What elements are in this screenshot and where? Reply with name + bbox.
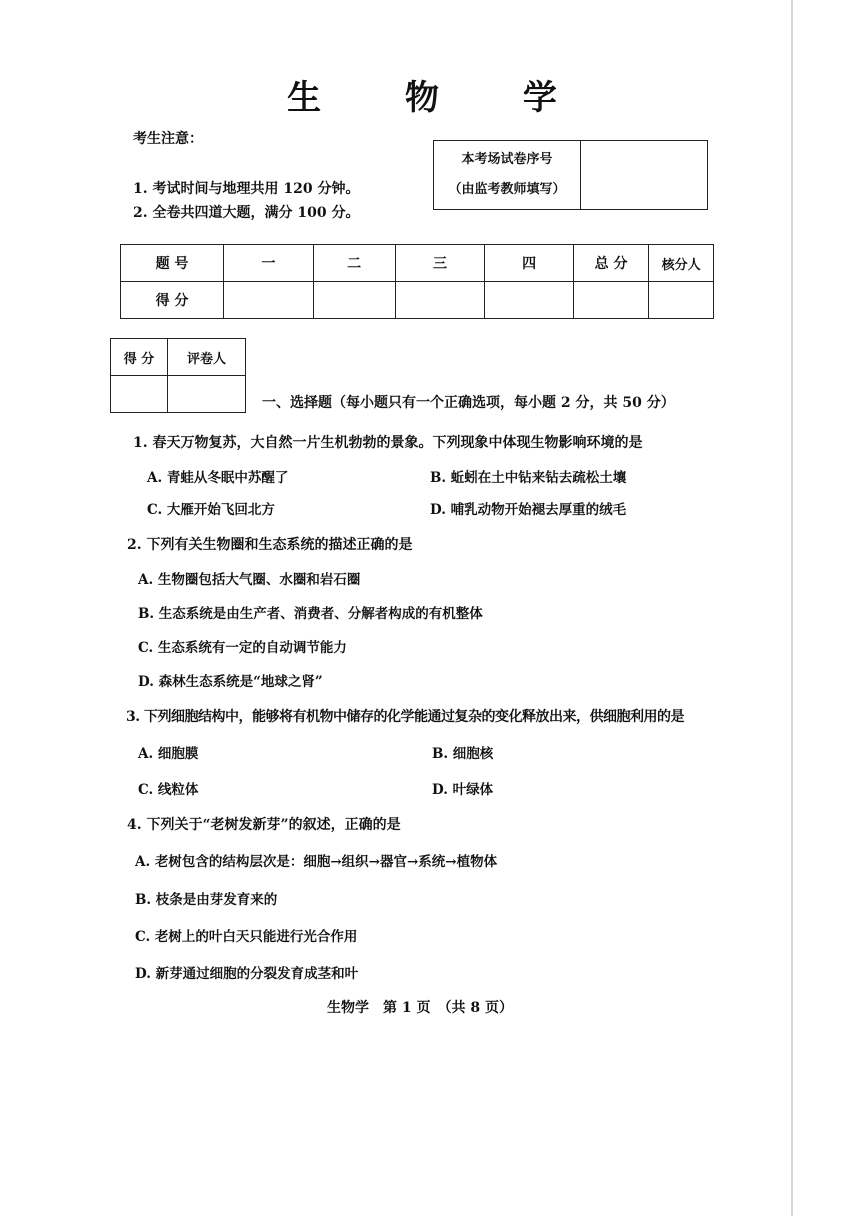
score-cell-part4[interactable]	[485, 282, 574, 319]
question-2-option-b: B. 生态系统是由生产者、消费者、分解者构成的有机整体	[138, 606, 483, 622]
question-3-option-d: D. 叶绿体	[432, 782, 494, 798]
seat-number-label	[434, 141, 581, 210]
notice-line-2: 2. 全卷共四道大题，满分 100 分。	[133, 205, 360, 221]
seat-number-label-line1: 本考场试卷序号	[461, 152, 553, 167]
score-header-total: 总 分	[573, 245, 648, 282]
page-footer: 生物学 第 1 页 （共 8 页）	[327, 1000, 513, 1016]
score-cell-part2[interactable]	[313, 282, 395, 319]
seat-number-label-line2: （由监考教师填写）	[448, 182, 566, 197]
score-cell-checker[interactable]	[649, 282, 714, 319]
score-header-part2: 二	[313, 245, 395, 282]
question-2-option-d: D. 森林生态系统是“地球之肾”	[138, 674, 323, 690]
score-cell-part1[interactable]	[224, 282, 314, 319]
notice-line-1: 1. 考试时间与地理共用 120 分钟。	[133, 181, 360, 197]
question-3-option-c: C. 线粒体	[138, 782, 199, 798]
score-header-label: 题 号	[121, 245, 224, 282]
grader-header-score: 得 分	[111, 339, 168, 376]
seat-number-field[interactable]	[581, 141, 708, 210]
question-1-option-a: A. 青蛙从冬眠中苏醒了	[147, 470, 289, 486]
score-table	[120, 244, 714, 319]
score-table-header-row	[121, 245, 714, 282]
score-header-part4: 四	[485, 245, 574, 282]
page-edge-line	[791, 0, 793, 1216]
question-3-option-b: B. 细胞核	[432, 746, 494, 762]
score-cell-total[interactable]	[573, 282, 648, 319]
section-1-title: 一、选择题（每小题只有一个正确选项，每小题 2 分，共 50 分）	[262, 395, 675, 411]
question-4-option-b: B. 枝条是由芽发育来的	[135, 892, 278, 908]
score-table-score-row	[121, 282, 714, 319]
question-4-option-c: C. 老树上的叶白天只能进行光合作用	[135, 929, 358, 945]
score-row-label: 得 分	[121, 282, 224, 319]
seat-number-box	[433, 140, 708, 210]
notice-heading: 考生注意：	[133, 131, 203, 147]
score-header-checker: 核分人	[649, 245, 714, 282]
score-cell-part3[interactable]	[395, 282, 485, 319]
question-1-stem: 1. 春天万物复苏，大自然一片生机勃勃的景象。下列现象中体现生物影响环境的是	[133, 435, 643, 451]
question-4-stem: 4. 下列关于“老树发新芽”的叙述，正确的是	[127, 817, 401, 833]
grader-cell-score[interactable]	[111, 376, 168, 413]
question-1-option-b: B. 蚯蚓在土中钻来钻去疏松土壤	[430, 470, 627, 486]
question-2-option-c: C. 生态系统有一定的自动调节能力	[138, 640, 347, 656]
grader-cell-grader[interactable]	[168, 376, 246, 413]
question-4-option-d: D. 新芽通过细胞的分裂发育成茎和叶	[135, 966, 359, 982]
grader-table	[110, 338, 246, 413]
question-3-stem: 3. 下列细胞结构中，能够将有机物中储存的化学能通过复杂的变化释放出来，供细胞利用的是	[126, 709, 684, 725]
question-3-option-a: A. 细胞膜	[138, 746, 199, 762]
grader-header-grader: 评卷人	[168, 339, 246, 376]
question-4-option-a: A. 老树包含的结构层次是：细胞→组织→器官→系统→植物体	[135, 854, 498, 870]
question-2-stem: 2. 下列有关生物圈和生态系统的描述正确的是	[127, 537, 413, 553]
score-header-part3: 三	[395, 245, 485, 282]
score-header-part1: 一	[224, 245, 314, 282]
question-1-option-c: C. 大雁开始飞回北方	[147, 502, 275, 518]
page-title: 生 物 学	[287, 78, 593, 118]
question-1-option-d: D. 哺乳动物开始褪去厚重的绒毛	[430, 502, 627, 518]
question-2-option-a: A. 生物圈包括大气圈、水圈和岩石圈	[138, 572, 361, 588]
